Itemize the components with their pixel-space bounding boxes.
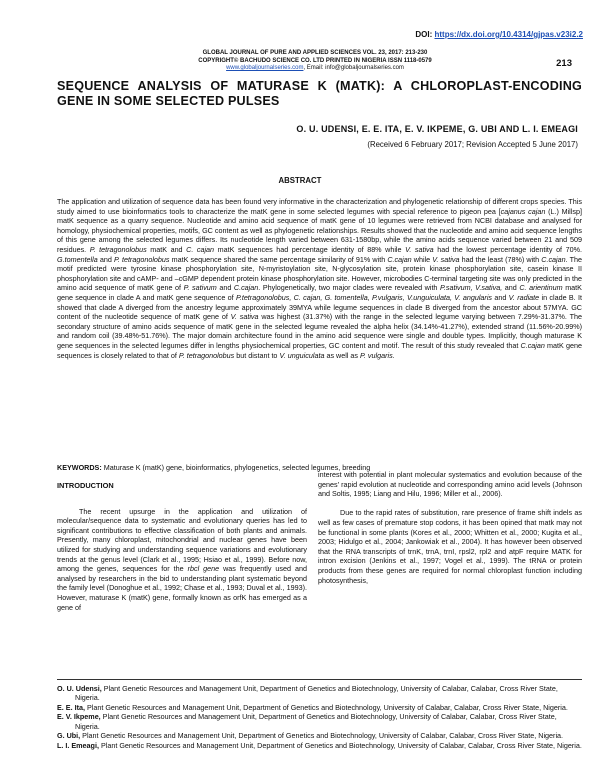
- species-name: P.sativum, V.sativa,: [440, 283, 503, 293]
- abstract-text: while: [411, 254, 433, 264]
- doi-label: DOI:: [415, 30, 435, 39]
- intro-paragraph: [57, 507, 307, 613]
- journal-line-3: [120, 65, 510, 73]
- intro-text: was frequently used and analysed by researchers in the bid to understanding plant systematic beyond the family level (Donoghue et al., 1992; Chase et al., 1993; Duval et al., 1993). However, maturase K (matK) gene, formally known as orfK has emerged as a gene of: [57, 564, 307, 612]
- affiliation-item: [57, 703, 582, 712]
- affiliation-item: [57, 712, 582, 731]
- journal-email: , Email: info@globaljournalseries.com: [303, 65, 404, 72]
- species-name: V. radiate: [508, 292, 540, 302]
- species-name: V. sativa: [432, 254, 460, 264]
- affiliation-author: O. U. Udensi,: [57, 684, 102, 693]
- journal-header: [120, 50, 510, 73]
- abstract-text: and: [216, 283, 234, 293]
- species-name: P. sativum: [183, 283, 217, 293]
- footnote-divider: [57, 679, 582, 680]
- intro-heading: INTRODUCTION: [57, 481, 114, 490]
- species-name: G.tomentella: [57, 254, 98, 264]
- abstract-text: had the least (78%) with: [459, 254, 542, 264]
- intro-text: The recent upsurge in the application and utilization of molecular/sequence data to systematic and evolutionary queries has led to significant contributions to effective classification of both plants and animals. Presently, many chloroplast, mitochondrial and nuclear genes have been utilized for studying and understanding sequence variations and evolutionary trends at the genus level (Clark et al., 1995; Hsiao et al., 1999). Before now, among the genes, sequences for the: [57, 506, 307, 574]
- species-name: V. unguiculata: [279, 350, 325, 360]
- journal-website-link[interactable]: www.globaljournalseries.com: [226, 65, 304, 72]
- affiliation-author: L. I. Emeagi,: [57, 740, 99, 750]
- species-name: C. cajan: [186, 244, 215, 254]
- affiliation-author: E. E. Ita,: [57, 702, 85, 712]
- abstract-text: matK sequence shared the same percentage similarity of 91% with: [169, 254, 388, 264]
- abstract-text: was highest (31.37%) with the range in the selected legume varying between 7.29%-31.37%. The secondary structure of amino acids sequence of matK gene in the selected legume revealed the alpha helix (34.14%-41.27%), extended strand (11.56%-20.99%) and random coil (39.48%-51.76%). The major domain architecture found in the amino acid sequence were single and double types. Implicitly, though maturase K gene sequences in the selected legumes differ in lengths physiochemical properties, GC content and motif. The result of this study revealed that: [57, 312, 583, 350]
- affiliation-text: Plant Genetic Resources and Management Unit, Department of Genetics and Biotechnology, University of Calabar, Calabar, Cross River State, Nigeria.: [75, 712, 557, 731]
- journal-line-1: GLOBAL JOURNAL OF PURE AND APPLIED SCIENCES VOL. 23, 2017: 213-230: [202, 50, 428, 56]
- species-name: C. arientinum: [519, 283, 563, 293]
- species-name: P. tetragonolobus: [113, 254, 170, 264]
- species-name: C.cajan: [233, 283, 259, 293]
- intro-paragraph: Due to the rapid rates of substitution, rare presence of frame shift indels as well as few cases of premature stop codons, it has been opined that matk may not be functional in some plants (Kores et al., 2000; Whitten et al., 2000; Kugita et al., 2003; Hidulgo et al., 2004; Jankowiak et al., 2004). It has however been observed that the RNA transcripts of trnK, trnA, trnI, rpsl2, rpl2 and atpF require MATK for intron excision (Jenkins et al., 1997; Vogel et al., 1999). The tRNA or protein products from these genes are required for normal chloroplast function including photosynthesis,: [318, 508, 582, 585]
- gene-name: rbcl gene: [187, 564, 220, 574]
- abstract-text: .: [392, 350, 395, 360]
- intro-right-column: [318, 470, 582, 585]
- doi-line: [415, 30, 583, 39]
- affiliation-item: [57, 684, 582, 703]
- affiliation-author: G. Ubi,: [57, 731, 81, 741]
- abstract-text: and: [97, 254, 114, 264]
- page-number: 213: [556, 58, 572, 69]
- abstract-text: and: [492, 292, 509, 302]
- affiliation-text: Plant Genetic Resources and Management Unit, Department of Genetics and Biotechnology, University of Calabar, Calabar, Cross River State, Nigeria.: [98, 740, 582, 750]
- affiliation-author: E. V. Ikpeme,: [57, 712, 101, 722]
- species-name: C.cajan: [520, 340, 545, 350]
- abstract-text: matK and: [146, 244, 187, 254]
- abstract-text: but distant to: [234, 350, 280, 360]
- author-list: O. U. UDENSI, E. E. ITA, E. V. IKPEME, G. UBI AND L. I. EMEAGI: [296, 124, 578, 134]
- abstract-heading: ABSTRACT: [278, 176, 322, 185]
- abstract-text: matK gene sequences is closely related to that of: [57, 340, 582, 360]
- doi-link[interactable]: https://dx.doi.org/10.4314/gjpas.v23i2.2: [434, 30, 583, 39]
- affiliation-text: Plant Genetic Resources and Management Unit, Department of Genetics and Biotechnology, University of Calabar, Calabar, Cross River State, Nigeria.: [75, 684, 558, 703]
- abstract-body: [57, 197, 582, 360]
- affiliation-text: Plant Genetic Resources and Management Unit, Department of Genetics and Biotechnology, University of Calabar, Calabar, Cross River State, Nigeria.: [84, 702, 568, 712]
- species-name: C.cajan: [387, 254, 412, 264]
- species-name: C.cajan: [541, 254, 566, 264]
- species-name: V. sativa: [230, 312, 259, 322]
- abstract-text: matK gene sequence in clade A and matK gene sequence of: [57, 283, 582, 302]
- intro-paragraph: interest with potential in plant molecular systematics and evolution because of the genes' rapid evolution at nucleotide and corresponding amino acid levels (Johnson and Soltis, 1995; Liang and Hilu, 1996; Miller et al., 2006).: [318, 470, 582, 499]
- keywords-text: Maturase K (matK) gene, bioinformatics, phylogenetics, selected legumes, breeding: [101, 463, 371, 472]
- intro-left-column: [57, 481, 307, 612]
- species-name: P. vulgaris: [360, 350, 393, 360]
- abstract-text: and: [502, 283, 520, 293]
- species-name: P. tetragonolobus: [89, 244, 147, 254]
- abstract-text: . The motif predicted were tyrosine kinase phosphorylation site, N-myristoylation site, N-glycosylation site, protein kinase phosphorylation site, casein kinase II phosphorylation site and cAMP- and –cGMP dependent protein kinase phosphorylation site. However, microbodies C-terminal targeting site was only predicted in the amino acid sequence of matK gene of: [57, 254, 582, 293]
- article-title: SEQUENCE ANALYSIS OF MATURASE K (MATK): A CHLOROPLAST-ENCODING GENE IN SOME SELECTED PULSES: [57, 79, 582, 108]
- keywords-label: KEYWORDS:: [57, 463, 102, 472]
- affiliation-item: [57, 741, 582, 750]
- abstract-text: matK sequences had percentage identity of 88% while: [214, 244, 406, 254]
- abstract-text: (L.) Millsp] matK sequence as a quarry sequence. Nucleotide and amino acid sequence of matK gene of 10 legumes were retrieved from NCBI database and analysed for homology, physiochemical properties, motifs, GC content as well as phylogenetic relationships. Results showed that the nucleotide and amino acid sequence lengths of this gene among the selected legumes differs. Its nucleotide length varied between 631-1580bp, while the amino acids sequence varied between 21 and 509 residues.: [57, 206, 582, 254]
- abstract-text: . Phylogenetically, two major clades were revealed with: [258, 283, 440, 293]
- affiliation-item: [57, 731, 582, 740]
- species-name: P. tetragonolobus: [178, 350, 235, 360]
- affiliation-text: Plant Genetic Resources and Management Unit, Department of Genetics and Biotechnology, University of Calabar, Calabar, Cross River State, Nigeria.: [80, 731, 564, 741]
- journal-line-2: COPYRIGHT© BACHUDO SCIENCE CO. LTD PRINTED IN NIGERIA ISSN 1118-0579: [198, 57, 432, 64]
- species-name: cajanus cajan: [500, 206, 546, 216]
- abstract-text: in clade B. It showed that clade A diverged from the ancestry legume approximately 39MYA while legume sequences in clade B diverged from the ancestor about 57MYA. GC content of the nucleotide sequence of matK gene of: [57, 292, 582, 322]
- received-dates: (Received 6 February 2017; Revision Accepted 5 June 2017): [367, 140, 578, 149]
- abstract-text: The application and utilization of sequence data has been found very informative in the characterization and phylogenetic relationship of different crops species. This study aimed to use bioinformatics tools to characterize the matK gene in some selected legumes with special reference to pigeon pea [: [57, 197, 582, 216]
- abstract-text: as well as: [324, 350, 361, 360]
- author-affiliations: [57, 684, 582, 750]
- species-name: V. sativa: [405, 244, 434, 254]
- species-name: P.tetragonolobus, C. cajan, G. tomentella, P.vulgaris, V.unguiculata, V. angularis: [235, 292, 493, 302]
- abstract-text: had the lowest percentage identity of 70%.: [433, 244, 582, 254]
